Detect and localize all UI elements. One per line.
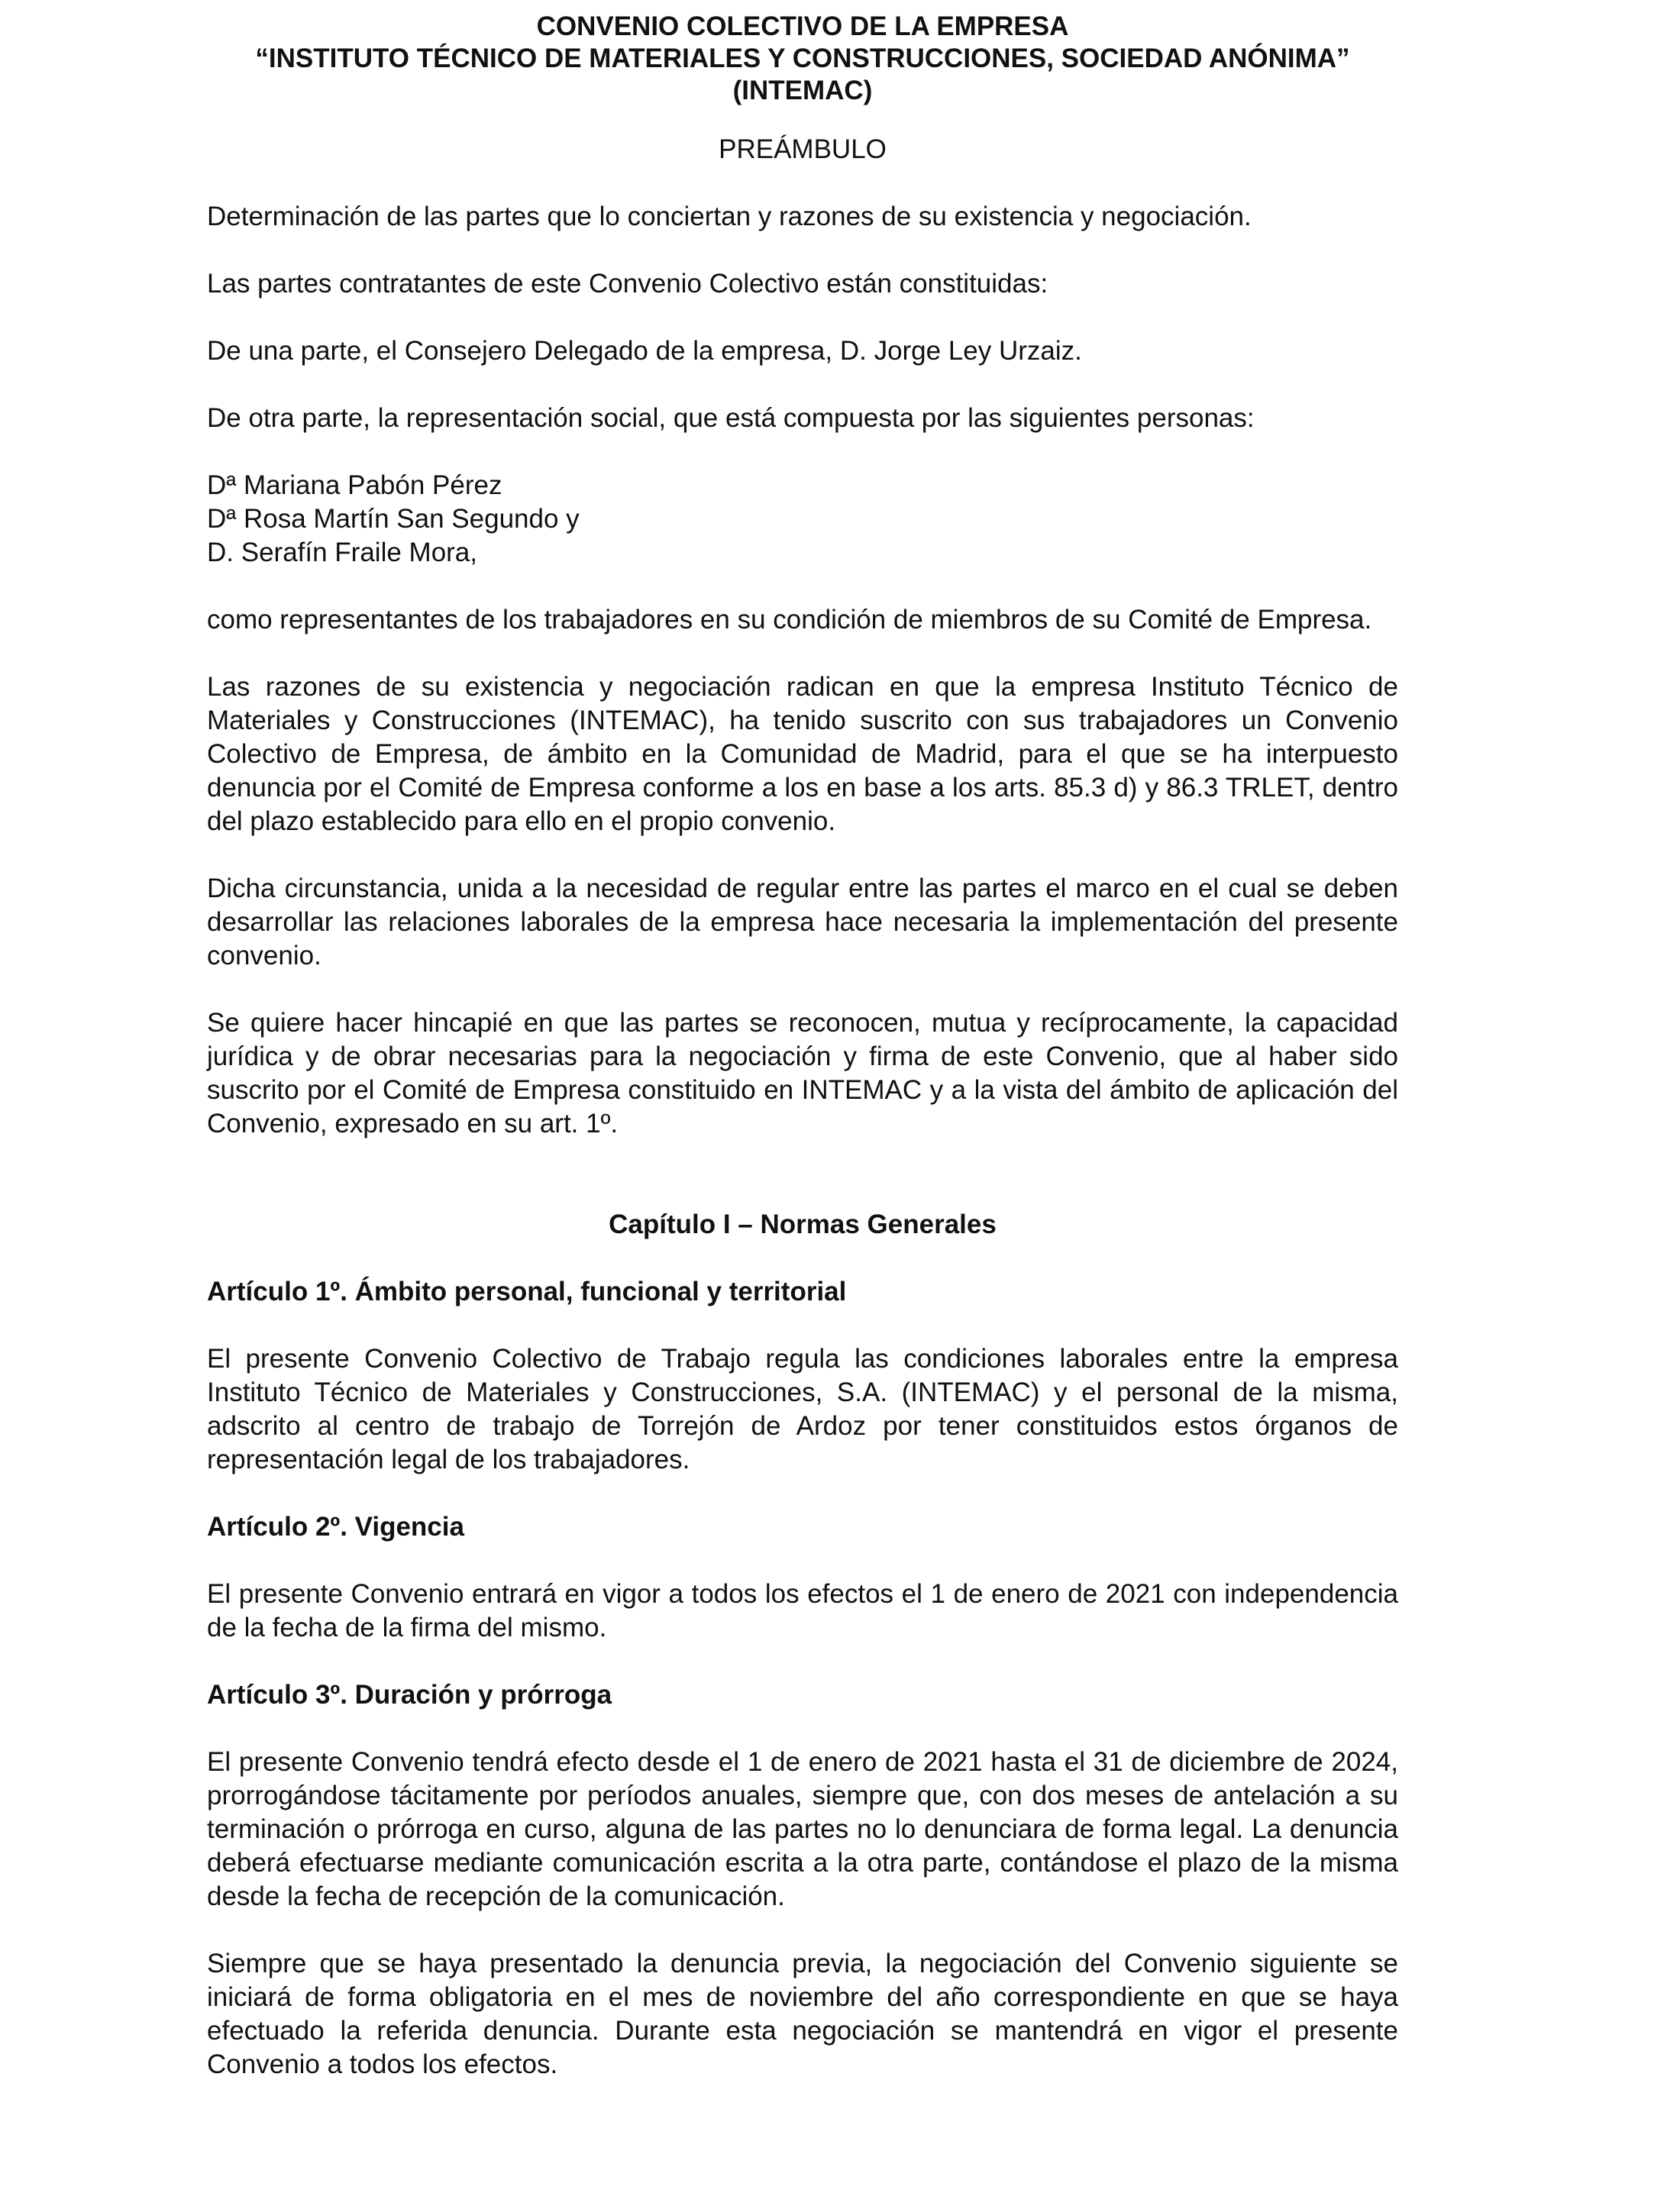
preamble-paragraph: Determinación de las partes que lo conciertan y razones de su existencia y negociación. (207, 202, 1252, 231)
title-line-2: “INSTITUTO TÉCNICO DE MATERIALES Y CONSTRUCCIONES, SOCIEDAD ANÓNIMA” (255, 44, 1350, 73)
title-line-3: (INTEMAC) (732, 76, 873, 105)
preamble-paragraph: Las partes contratantes de este Convenio Colectivo están constituidas: (207, 269, 1048, 299)
article-1-text: El presente Convenio Colectivo de Trabajo regula las condiciones laborales entre la empresa Instituto Técnico de Materiales y Construcciones, S.A. (INTEMAC) y el personal de la misma, adscrito al centro de trabajo de Torrejón de Ardoz por tener constituidos estos órganos de representación legal de los trabajadores. (207, 1344, 1398, 1474)
article-3-text: El presente Convenio tendrá efecto desde el 1 de enero de 2021 hasta el 31 de diciembre de 2024, prorrogándose tácitamente por períodos anuales, siempre que, con dos meses de antelación a su terminación o prórroga en curso, alguna de las partes no lo denunciara de forma legal. La denuncia deberá efectuarse mediante comunicación escrita a la otra parte, contándose el plazo de la misma desde la fecha de recepción de la comunicación. (207, 1747, 1398, 1911)
preamble-paragraph: como representantes de los trabajadores en su condición de miembros de su Comité de Empresa. (207, 605, 1372, 635)
document-title (207, 11, 1398, 107)
title-line-1: CONVENIO COLECTIVO DE LA EMPRESA (536, 11, 1069, 41)
representative-name: Dª Rosa Martín San Segundo y (207, 504, 580, 534)
article-3-text: Siempre que se haya presentado la denuncia previa, la negociación del Convenio siguiente se iniciará de forma obligatoria en el mes de noviembre del año correspondiente en que se haya efectuado la referida denuncia. Durante esta negociación se mantendrá en vigor el presente Convenio a todos los efectos. (207, 1949, 1398, 2079)
representative-name: D. Serafín Fraile Mora, (207, 538, 477, 567)
preamble-paragraph: Dicha circunstancia, unida a la necesidad de regular entre las partes el marco en el cual se deben desarrollar las relaciones laborales de la empresa hace necesaria la implementación del presente convenio. (207, 874, 1398, 971)
preamble-heading: PREÁMBULO (719, 134, 887, 164)
preamble-paragraph: De una parte, el Consejero Delegado de la empresa, D. Jorge Ley Urzaiz. (207, 336, 1082, 366)
chapter-heading: Capítulo I – Normas Generales (609, 1210, 997, 1239)
document-page (207, 11, 1398, 2082)
article-3-heading: Artículo 3º. Duración y prórroga (207, 1680, 612, 1710)
article-2-heading: Artículo 2º. Vigencia (207, 1512, 464, 1542)
representative-name: Dª Mariana Pabón Pérez (207, 470, 502, 500)
preamble-paragraph: Las razones de su existencia y negociación radican en que la empresa Instituto Técnico de Materiales y Construcciones (INTEMAC), ha tenido suscrito con sus trabajadores un Convenio Colectivo de Empresa, de ámbito en la Comunidad de Madrid, para el que se ha interpuesto denuncia por el Comité de Empresa conforme a los en base a los arts. 85.3 d) y 86.3 TRLET, dentro del plazo establecido para ello en el propio convenio. (207, 672, 1398, 836)
article-1-heading: Artículo 1º. Ámbito personal, funcional y territorial (207, 1277, 847, 1306)
representatives-list (207, 469, 1398, 570)
preamble-paragraph: De otra parte, la representación social, que está compuesta por las siguientes personas: (207, 403, 1255, 433)
article-2-text: El presente Convenio entrará en vigor a todos los efectos el 1 de enero de 2021 con independencia de la fecha de la firma del mismo. (207, 1579, 1398, 1642)
preamble-paragraph: Se quiere hacer hincapié en que las partes se reconocen, mutua y recíprocamente, la capacidad jurídica y de obrar necesarias para la negociación y firma de este Convenio, que al haber sido suscrito por el Comité de Empresa constituido en INTEMAC y a la vista del ámbito de aplicación del Convenio, expresado en su art. 1º. (207, 1008, 1398, 1138)
